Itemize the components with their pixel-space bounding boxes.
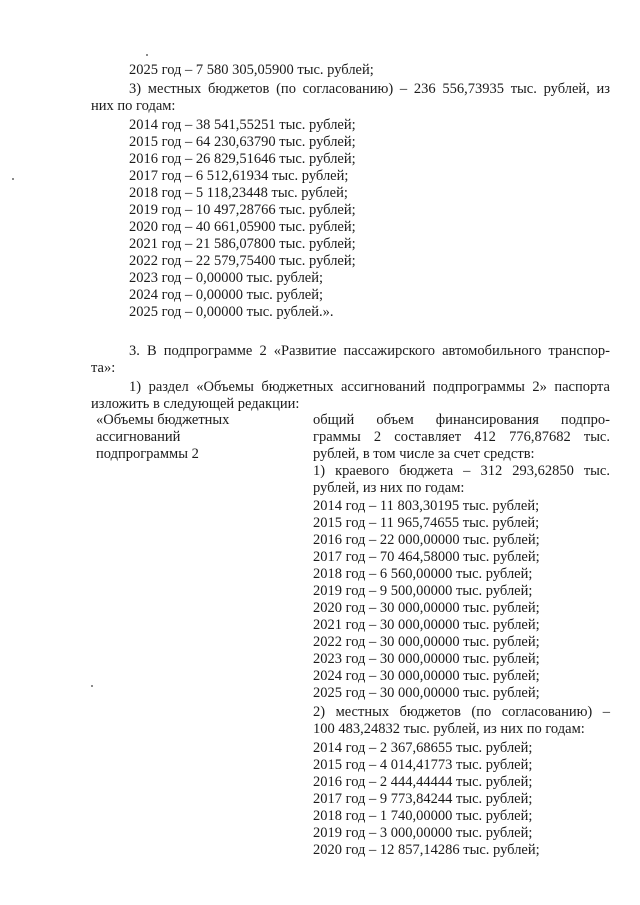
regional-year-line: 2021 год – 30 000,00000 тыс. рублей; <box>313 617 540 633</box>
local-year-line: 2019 год – 10 497,28766 тыс. рублей; <box>129 202 356 218</box>
table-local-year-line: 2017 год – 9 773,84244 тыс. рублей; <box>313 791 533 807</box>
local-year-line: 2016 год – 26 829,51646 тыс. рублей; <box>129 151 356 167</box>
point1-line-a: 1) раздел «Объемы бюджетных ассигнований подпрограммы 2» паспорта <box>129 379 610 395</box>
table-local-year-line: 2018 год – 1 740,00000 тыс. рублей; <box>313 808 533 824</box>
table-local-year-line: 2019 год – 3 000,00000 тыс. рублей; <box>313 825 533 841</box>
scan-speck <box>146 54 148 56</box>
local-year-line: 2017 год – 6 512,61934 тыс. рублей; <box>129 168 349 184</box>
item3-line-a: 3) местных бюджетов (по согласованию) – 236 556,73935 тыс. рублей, из <box>129 81 610 97</box>
regional-year-line: 2022 год – 30 000,00000 тыс. рублей; <box>313 634 540 650</box>
local-year-line: 2015 год – 64 230,63790 тыс. рублей; <box>129 134 356 150</box>
table-right-intro: общий объем финансирования подпро- <box>313 412 610 428</box>
local-year-line: 2023 год – 0,00000 тыс. рублей; <box>129 270 324 286</box>
table-left-line: ассигнований <box>96 429 181 445</box>
regional-year-line: 2017 год – 70 464,58000 тыс. рублей; <box>313 549 540 565</box>
table-local-year-line: 2020 год – 12 857,14286 тыс. рублей; <box>313 842 540 858</box>
section3-heading-b: та»: <box>91 360 116 376</box>
regional-year-line: 2018 год – 6 560,00000 тыс. рублей; <box>313 566 533 582</box>
regional-year-line: 2020 год – 30 000,00000 тыс. рублей; <box>313 600 540 616</box>
table-local-year-line: 2015 год – 4 014,41773 тыс. рублей; <box>313 757 533 773</box>
regional-year-line: 2019 год – 9 500,00000 тыс. рублей; <box>313 583 533 599</box>
table-local-year-line: 2016 год – 2 444,44444 тыс. рублей; <box>313 774 533 790</box>
table-local-year-line: 2014 год – 2 367,68655 тыс. рублей; <box>313 740 533 756</box>
local-year-line: 2020 год – 40 661,05900 тыс. рублей; <box>129 219 356 235</box>
table-right-intro: 1) краевого бюджета – 312 293,62850 тыс. <box>313 463 610 479</box>
regional-year-line: 2014 год – 11 803,30195 тыс. рублей; <box>313 498 540 514</box>
local-year-line: 2024 год – 0,00000 тыс. рублей; <box>129 287 324 303</box>
regional-year-line: 2015 год – 11 965,74655 тыс. рублей; <box>313 515 540 531</box>
regional-year-line: 2024 год – 30 000,00000 тыс. рублей; <box>313 668 540 684</box>
scan-speck <box>12 178 14 180</box>
table-local-intro: 100 483,24832 тыс. рублей, из них по годам: <box>313 721 585 737</box>
table-local-intro: 2) местных бюджетов (по согласованию) – <box>313 704 610 720</box>
item3-line-b: них по годам: <box>91 98 176 114</box>
regional-year-line: 2016 год – 22 000,00000 тыс. рублей; <box>313 532 540 548</box>
table-right-intro: граммы 2 составляет 412 776,87682 тыс. <box>313 429 610 445</box>
regional-year-line: 2023 год – 30 000,00000 тыс. рублей; <box>313 651 540 667</box>
table-right-intro: рублей, из них по годам: <box>313 480 465 496</box>
local-year-line: 2021 год – 21 586,07800 тыс. рублей; <box>129 236 356 252</box>
table-left-line: подпрограммы 2 <box>96 446 199 462</box>
point1-line-b: изложить в следующей редакции: <box>91 396 300 412</box>
table-left-line: «Объемы бюджетных <box>96 412 230 428</box>
local-year-line: 2018 год – 5 118,23448 тыс. рублей; <box>129 185 348 201</box>
year-2025-line: 2025 год – 7 580 305,05900 тыс. рублей; <box>129 62 374 78</box>
local-year-line: 2025 год – 0,00000 тыс. рублей.». <box>129 304 334 320</box>
local-year-line: 2022 год – 22 579,75400 тыс. рублей; <box>129 253 356 269</box>
section3-heading-a: 3. В подпрограмме 2 «Развитие пассажирского автомобильного транспор- <box>129 343 610 359</box>
local-year-line: 2014 год – 38 541,55251 тыс. рублей; <box>129 117 356 133</box>
scan-speck <box>91 685 93 687</box>
table-right-intro: рублей, в том числе за счет средств: <box>313 446 535 462</box>
regional-year-line: 2025 год – 30 000,00000 тыс. рублей; <box>313 685 540 701</box>
